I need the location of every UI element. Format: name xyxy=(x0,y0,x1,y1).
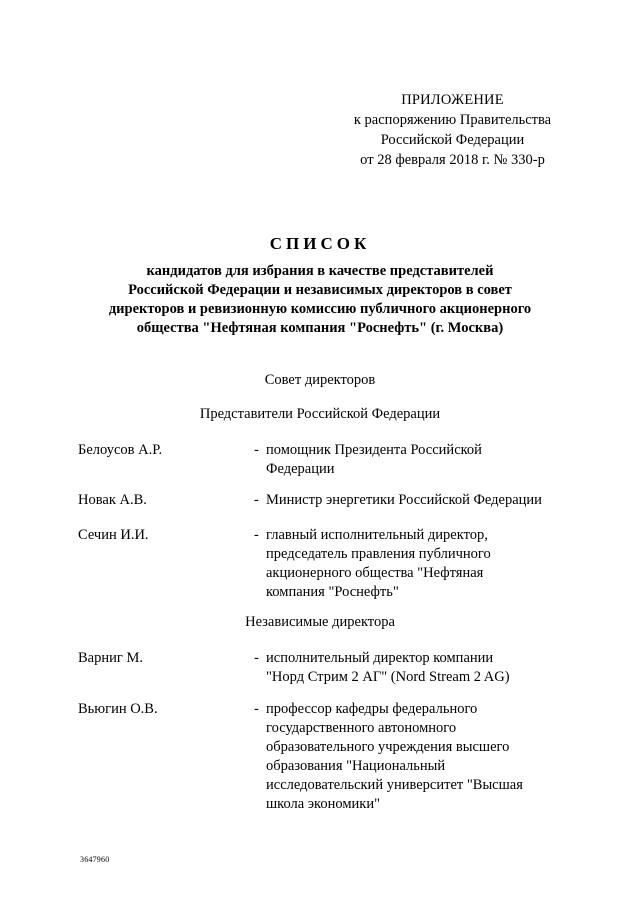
candidate-position xyxy=(266,649,566,687)
candidate-name: Белоусов А.Р. xyxy=(78,442,163,458)
dash-separator: - xyxy=(254,650,259,666)
dash-separator: - xyxy=(254,701,259,717)
section-heading-independent: Независимые директора xyxy=(245,614,395,630)
position-line: главный исполнительный директор, xyxy=(266,527,488,543)
section-heading-gov-reps: Представители Российской Федерации xyxy=(199,406,441,422)
position-line: образования "Национальный xyxy=(266,758,446,774)
appendix-date-number: от 28 февраля 2018 г. № 330-р xyxy=(360,152,545,168)
subtitle-line: Российской Федерации и независимых директоров в совет xyxy=(128,282,512,298)
candidate-position xyxy=(266,700,566,814)
position-line: председатель правления публичного xyxy=(266,546,491,562)
subtitle-line: кандидатов для избрания в качестве представителей xyxy=(146,263,494,279)
appendix-line: к распоряжению Правительства xyxy=(353,112,552,128)
position-line: Федерации xyxy=(266,461,335,477)
position-line: Министр энергетики Российской Федерации xyxy=(266,492,542,508)
appendix-block xyxy=(330,90,575,170)
position-line: "Норд Стрим 2 АГ" (Nord Stream 2 AG) xyxy=(266,669,510,685)
candidate-position xyxy=(266,526,566,602)
position-line: образовательного учреждения высшего xyxy=(266,739,510,755)
candidate-name: Новак А.В. xyxy=(78,492,147,508)
position-line: помощник Президента Российской xyxy=(266,442,482,458)
dash-separator: - xyxy=(254,442,259,458)
position-line: исследовательский университет "Высшая xyxy=(266,777,523,793)
position-line: компания "Роснефть" xyxy=(266,584,399,600)
appendix-heading: ПРИЛОЖЕНИЕ xyxy=(401,92,504,108)
subtitle-line: директоров и ревизионную комиссию публичного акционерного xyxy=(108,301,532,317)
candidate-position xyxy=(266,491,566,510)
document-subtitle xyxy=(90,262,550,338)
position-line: государственного автономного xyxy=(266,720,457,736)
candidate-position xyxy=(266,441,566,479)
appendix-line: Российской Федерации xyxy=(380,132,525,148)
position-line: школа экономики" xyxy=(266,796,381,812)
candidate-name: Варниг М. xyxy=(78,650,143,666)
dash-separator: - xyxy=(254,492,259,508)
subtitle-line: общества "Нефтяная компания "Роснефть" (г. Москва) xyxy=(136,320,504,336)
candidate-name: Вьюгин О.В. xyxy=(78,701,158,717)
candidate-name: Сечин И.И. xyxy=(78,527,149,543)
position-line: профессор кафедры федерального xyxy=(266,701,478,717)
position-line: исполнительный директор компании xyxy=(266,650,494,666)
position-line: акционерного общества "Нефтяная xyxy=(266,565,484,581)
document-title: СПИСОК xyxy=(269,234,371,253)
document-number: 3647960 xyxy=(80,855,110,864)
dash-separator: - xyxy=(254,527,259,543)
section-heading-board: Совет директоров xyxy=(264,372,376,388)
